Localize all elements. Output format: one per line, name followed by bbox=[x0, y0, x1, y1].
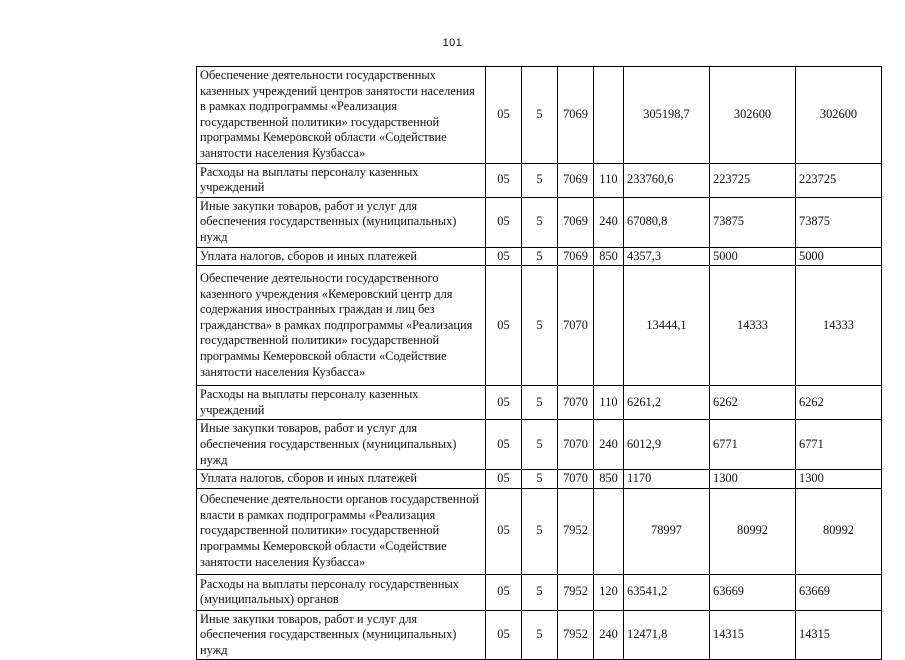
expense-type-code bbox=[594, 67, 624, 164]
amount-year-3: 14315 bbox=[796, 610, 882, 660]
row-description: Иные закупки товаров, работ и услуг для обеспечения государственных (муниципальных) нужд bbox=[197, 197, 486, 247]
section-code: 05 bbox=[486, 197, 522, 247]
table-row bbox=[197, 610, 882, 660]
section-code: 05 bbox=[486, 470, 522, 489]
amount-year-2: 6771 bbox=[710, 420, 796, 470]
amount-year-3: 302600 bbox=[796, 67, 882, 164]
amount-year-3: 14333 bbox=[796, 266, 882, 386]
target-code: 7069 bbox=[558, 163, 594, 197]
program-code: 5 bbox=[522, 266, 558, 386]
section-code: 05 bbox=[486, 386, 522, 420]
table-row bbox=[197, 197, 882, 247]
expense-type-code: 240 bbox=[594, 420, 624, 470]
row-description: Уплата налогов, сборов и иных платежей bbox=[197, 470, 486, 489]
row-description: Обеспечение деятельности государственных казенных учреждений центров занятости населения в рамках подпрограммы «Реализация государственной политики» государственной программы Кемеровской области «Содействие занятости населения Кузбасса» bbox=[197, 67, 486, 164]
expense-type-code: 110 bbox=[594, 163, 624, 197]
amount-year-2: 223725 bbox=[710, 163, 796, 197]
amount-year-2: 6262 bbox=[710, 386, 796, 420]
row-description: Уплата налогов, сборов и иных платежей bbox=[197, 247, 486, 266]
row-description: Расходы на выплаты персоналу казенных учреждений bbox=[197, 163, 486, 197]
target-code: 7952 bbox=[558, 574, 594, 610]
row-description: Расходы на выплаты персоналу казенных учреждений bbox=[197, 386, 486, 420]
table-row bbox=[197, 386, 882, 420]
amount-year-3: 223725 bbox=[796, 163, 882, 197]
amount-year-3: 63669 bbox=[796, 574, 882, 610]
amount-year-2: 1300 bbox=[710, 470, 796, 489]
section-code: 05 bbox=[486, 488, 522, 574]
amount-year-3: 5000 bbox=[796, 247, 882, 266]
amount-year-2: 14333 bbox=[710, 266, 796, 386]
amount-year-1: 6261,2 bbox=[624, 386, 710, 420]
amount-year-3: 80992 bbox=[796, 488, 882, 574]
expense-type-code: 240 bbox=[594, 610, 624, 660]
section-code: 05 bbox=[486, 247, 522, 266]
program-code: 5 bbox=[522, 488, 558, 574]
section-code: 05 bbox=[486, 163, 522, 197]
row-description: Иные закупки товаров, работ и услуг для обеспечения государственных (муниципальных) нужд bbox=[197, 420, 486, 470]
page-number: 101 bbox=[442, 37, 463, 49]
amount-year-2: 302600 bbox=[710, 67, 796, 164]
amount-year-1: 67080,8 bbox=[624, 197, 710, 247]
program-code: 5 bbox=[522, 610, 558, 660]
amount-year-2: 5000 bbox=[710, 247, 796, 266]
amount-year-2: 14315 bbox=[710, 610, 796, 660]
table-row bbox=[197, 420, 882, 470]
section-code: 05 bbox=[486, 266, 522, 386]
amount-year-3: 6262 bbox=[796, 386, 882, 420]
section-code: 05 bbox=[486, 67, 522, 164]
amount-year-3: 6771 bbox=[796, 420, 882, 470]
row-description: Иные закупки товаров, работ и услуг для обеспечения государственных (муниципальных) нужд bbox=[197, 610, 486, 660]
target-code: 7070 bbox=[558, 470, 594, 489]
program-code: 5 bbox=[522, 386, 558, 420]
expense-type-code bbox=[594, 488, 624, 574]
amount-year-1: 1170 bbox=[624, 470, 710, 489]
target-code: 7070 bbox=[558, 266, 594, 386]
budget-table bbox=[196, 66, 882, 660]
amount-year-1: 78997 bbox=[624, 488, 710, 574]
program-code: 5 bbox=[522, 420, 558, 470]
expense-type-code: 110 bbox=[594, 386, 624, 420]
amount-year-2: 73875 bbox=[710, 197, 796, 247]
table-row bbox=[197, 67, 882, 164]
target-code: 7952 bbox=[558, 610, 594, 660]
amount-year-1: 4357,3 bbox=[624, 247, 710, 266]
expense-type-code: 850 bbox=[594, 470, 624, 489]
amount-year-2: 80992 bbox=[710, 488, 796, 574]
amount-year-3: 73875 bbox=[796, 197, 882, 247]
expense-type-code bbox=[594, 266, 624, 386]
amount-year-1: 305198,7 bbox=[624, 67, 710, 164]
program-code: 5 bbox=[522, 470, 558, 489]
section-code: 05 bbox=[486, 574, 522, 610]
target-code: 7070 bbox=[558, 386, 594, 420]
program-code: 5 bbox=[522, 574, 558, 610]
table-row bbox=[197, 247, 882, 266]
target-code: 7069 bbox=[558, 67, 594, 164]
program-code: 5 bbox=[522, 197, 558, 247]
program-code: 5 bbox=[522, 247, 558, 266]
target-code: 7952 bbox=[558, 488, 594, 574]
expense-type-code: 120 bbox=[594, 574, 624, 610]
amount-year-2: 63669 bbox=[710, 574, 796, 610]
target-code: 7069 bbox=[558, 247, 594, 266]
target-code: 7070 bbox=[558, 420, 594, 470]
table-row bbox=[197, 488, 882, 574]
table-row bbox=[197, 163, 882, 197]
table-row bbox=[197, 470, 882, 489]
section-code: 05 bbox=[486, 610, 522, 660]
amount-year-1: 12471,8 bbox=[624, 610, 710, 660]
amount-year-1: 63541,2 bbox=[624, 574, 710, 610]
amount-year-1: 13444,1 bbox=[624, 266, 710, 386]
expense-type-code: 850 bbox=[594, 247, 624, 266]
section-code: 05 bbox=[486, 420, 522, 470]
row-description: Обеспечение деятельности органов государственной власти в рамках подпрограммы «Реализация государственной политики» государственной программы Кемеровской области «Содействие занятости населения Кузбасса» bbox=[197, 488, 486, 574]
amount-year-1: 6012,9 bbox=[624, 420, 710, 470]
program-code: 5 bbox=[522, 67, 558, 164]
target-code: 7069 bbox=[558, 197, 594, 247]
program-code: 5 bbox=[522, 163, 558, 197]
table-row bbox=[197, 266, 882, 386]
row-description: Обеспечение деятельности государственного казенного учреждения «Кемеровский центр для содержания иностранных граждан и лиц без гражданства» в рамках подпрограммы «Реализация государственной политики» государственной программы Кемеровской области «Содействие занятости населения Кузбасса» bbox=[197, 266, 486, 386]
table-row bbox=[197, 574, 882, 610]
expense-type-code: 240 bbox=[594, 197, 624, 247]
row-description: Расходы на выплаты персоналу государственных (муниципальных) органов bbox=[197, 574, 486, 610]
amount-year-1: 233760,6 bbox=[624, 163, 710, 197]
amount-year-3: 1300 bbox=[796, 470, 882, 489]
